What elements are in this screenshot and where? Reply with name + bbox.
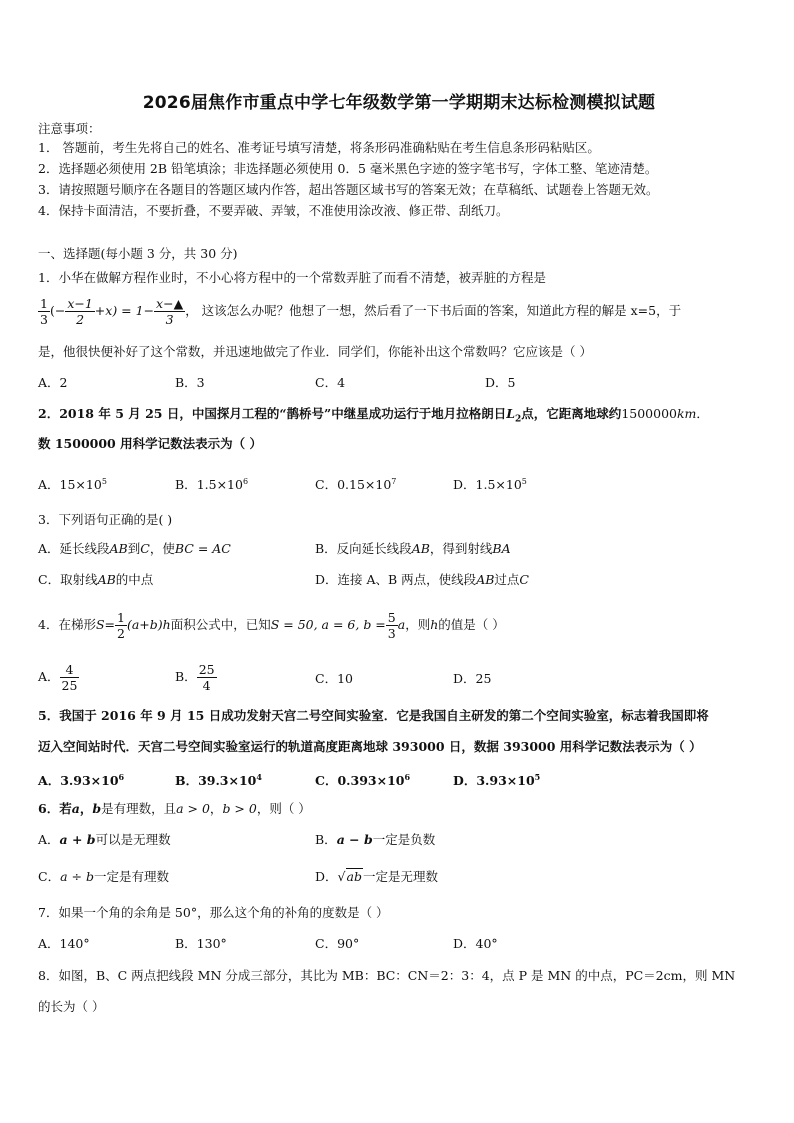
q1-frac-2: $\frac{x-1}{2}$ (67, 296, 93, 327)
page-title: 2026届焦作市重点中学七年级数学第一学期期末达标检测模拟试题 (142, 93, 656, 113)
q1-equation-line (38, 296, 681, 327)
q5-option-c[interactable]: C．$0.393\times 10^6$ (315, 772, 411, 789)
q2-option-c[interactable]: C．$0.15\times 10^7$ (315, 477, 397, 493)
q4-option-c[interactable]: C．10 (315, 671, 353, 686)
q2-option-a[interactable]: A．$15\times 10^5$ (38, 477, 107, 493)
q1-eq-part: (− (49, 303, 66, 318)
q1-line2-text: ， 这该怎么办呢？他想了一想，然后看了一下书后面的答案，知道此方程的解是 x=5，于 (185, 303, 682, 318)
q2-line1: 2．2018 年 5 月 25 日，中国探月工程的“鹊桥号”中继星成功运行于地月拉格朗日$L_2$点，它距离地球约1500000km． (38, 406, 709, 425)
q4-frac-five-thirds: $\frac{5}{3}$ (387, 610, 396, 641)
q6-option-d[interactable]: D．√ab一定是无理数 (315, 869, 438, 884)
q6-option-c[interactable]: C．a ÷ b一定是有理数 (38, 869, 169, 884)
q7-option-d[interactable]: D．40° (453, 936, 498, 951)
q1-frac-1: $\frac{1}{3}$ (40, 296, 48, 327)
q2-option-b[interactable]: B．$1.5\times 10^6$ (175, 477, 249, 493)
q5-line1: 5．我国于 2016 年 9 月 15 日成功发射天宫二号空间实验室．它是我国自主研发的第二个空间实验室，标志着我国即将 (38, 708, 709, 723)
q1-line3: 是，他很快便补好了这个常数，并迅速地做完了作业．同学们，你能补出这个常数吗？它应该是（ ） (38, 344, 592, 359)
notice-heading: 注意事项： (38, 121, 101, 136)
q4-option-a[interactable]: A． $\frac{4}{25}$ (38, 662, 78, 693)
q5-option-d[interactable]: D．$3.93\times 10^5$ (453, 772, 541, 789)
q1-option-d[interactable]: D．5 (485, 375, 516, 390)
q6-stem: 6．若a，b是有理数，且a > 0，b > 0，则（ ） (38, 801, 311, 816)
q2-line2: 数 1500000 用科学记数法表示为（ ） (38, 436, 262, 451)
q7-option-b[interactable]: B．130° (175, 936, 227, 951)
q4-option-b[interactable]: B． $\frac{25}{4}$ (175, 662, 215, 693)
q4-stem: 4．在梯形S= $\frac{1}{2}$ (a+b)h面积公式中，已知S = 50, a = 6, b = $\frac{5}{3}$ a，则h的值是（ ） (38, 610, 505, 641)
q8-line2: 的长为（ ） (38, 999, 105, 1014)
notice-item-3: 3．请按照题号顺序在各题目的答题区域内作答，超出答题区域书写的答案无效；在草稿纸、试题卷上答题无效。 (38, 182, 659, 197)
q7-option-c[interactable]: C．90° (315, 936, 360, 951)
q5-line2: 迈入空间站时代．天宫二号空间实验室运行的轨道高度距离地球 393000 日，数据 393000 用科学记数法表示为（ ） (38, 739, 702, 754)
q2-distance: 1500000 (621, 406, 677, 421)
notice-item-4: 4．保持卡面清洁，不要折叠，不要弄破、弄皱，不准使用涂改液、修正带、刮纸刀。 (38, 203, 509, 218)
q2-text-a: 2．2018 年 5 月 25 日，中国探月工程的“鹊桥号”中继星成功运行于地月拉格朗日 (38, 406, 507, 421)
q2-unit: km (676, 406, 697, 421)
section-heading: 一、选择题(每小题 3 分，共 30 分) (38, 246, 238, 261)
q3-option-b[interactable]: B．反向延长线段AB，得到射线BA (315, 541, 511, 556)
q7-option-a[interactable]: A．140° (38, 936, 90, 951)
q2-l2-sub: 2 (515, 414, 522, 425)
q3-option-d[interactable]: D．连接 A、B 两点，使线段AB过点C (315, 572, 529, 587)
q1-option-b[interactable]: B．3 (175, 375, 205, 390)
q2-text-b: 点，它距离地球约 (521, 406, 622, 421)
notice-item-2: 2．选择题必须使用 2B 铅笔填涂；非选择题必须使用 0．5 毫米黑色字迹的签字笔书写，字体工整、笔迹清楚。 (38, 161, 658, 176)
q5-option-b[interactable]: B．$39.3\times 10^4$ (175, 772, 262, 789)
q3-option-c[interactable]: C．取射线AB的中点 (38, 572, 154, 587)
q4-option-d[interactable]: D．25 (453, 671, 492, 686)
q5-option-a[interactable]: A．$3.93\times 10^6$ (38, 772, 125, 789)
q1-line1: 1．小华在做解方程作业时，不小心将方程中的一个常数弄脏了而看不清楚，被弄脏的方程是 (38, 270, 546, 285)
q3-option-a[interactable]: A．延长线段AB到C，使BC = AC (38, 541, 231, 556)
notice-item-1: 1． 答题前，考生先将自己的姓名、准考证号填写清楚，将条形码准确粘贴在考生信息条形码粘贴区。 (38, 140, 600, 155)
q1-option-c[interactable]: C．4 (315, 375, 346, 390)
q1-option-a[interactable]: A．2 (38, 375, 68, 390)
q1-eq-part2: +x) = 1− (94, 303, 155, 318)
q2-l2: L (506, 406, 516, 421)
q6-option-b[interactable]: B．a − b一定是负数 (315, 832, 436, 847)
q2-option-d[interactable]: D．$1.5\times 10^5$ (453, 477, 527, 493)
q3-stem: 3．下列语句正确的是( ) (38, 512, 173, 527)
q8-line1: 8．如图，B、C 两点把线段 MN 分成三部分，其比为 MB：BC：CN＝2：3：4，点 P 是 MN 的中点，PC＝2cm，则 MN (38, 968, 736, 983)
q1-frac-3: $\frac{x-▲}{3}$ (156, 296, 184, 327)
q4-frac-half: $\frac{1}{2}$ (117, 610, 125, 641)
q6-option-a[interactable]: A．a + b可以是无理数 (38, 832, 171, 847)
q7-stem: 7．如果一个角的余角是 50°，那么这个角的补角的度数是（ ） (38, 905, 389, 920)
